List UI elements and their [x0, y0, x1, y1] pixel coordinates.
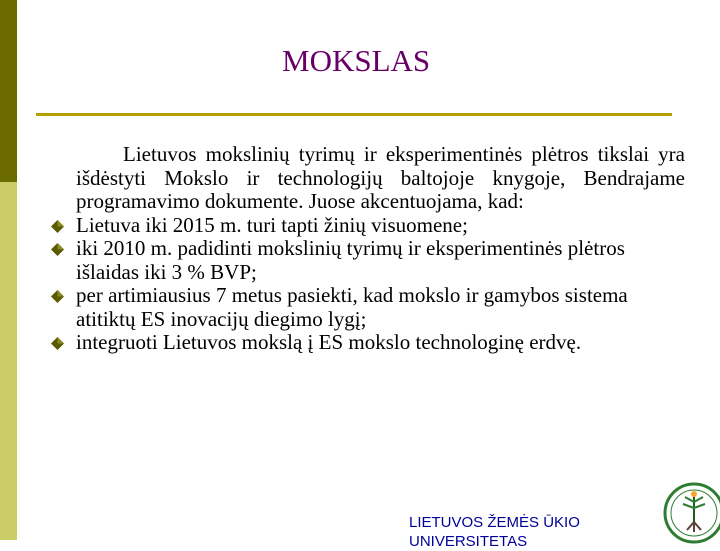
slide-body — [47, 143, 685, 355]
title-divider — [36, 113, 672, 116]
list-item — [47, 237, 685, 284]
diamond-bullet-icon — [51, 220, 64, 233]
diamond-bullet-icon — [51, 290, 64, 303]
bullet-text: iki 2010 m. padidinti mokslinių tyrimų ir eksperimentinės plėtros išlaidas iki 3 % BVP; — [76, 236, 625, 284]
university-name: LIETUVOS ŽEMĖS ŪKIO UNIVERSITETAS — [409, 514, 580, 550]
list-item — [47, 214, 685, 238]
sidebar-accent-dark — [0, 0, 17, 182]
diamond-bullet-icon — [51, 243, 64, 256]
bullet-text: Lietuva iki 2015 m. turi tapti žinių visuomene; — [76, 212, 468, 237]
intro-paragraph: Lietuvos mokslinių tyrimų ir eksperimentinės plėtros tikslai yra išdėstyti Mokslo ir technologijų baltojoje knygoje, Bendrajame programavimo dokumente. Juose akcentuojama, kad: — [76, 142, 685, 213]
slide-title: MOKSLAS — [282, 43, 431, 78]
sidebar-accent-light — [0, 182, 17, 540]
bullet-list — [47, 214, 685, 355]
bullet-text: per artimiausius 7 metus pasiekti, kad mokslo ir gamybos sistema atitiktų ES inovacijų diegimo lygį; — [76, 283, 628, 331]
university-logo-icon — [663, 482, 720, 544]
list-item — [47, 331, 685, 355]
bullet-text: integruoti Lietuvos mokslą į ES mokslo technologinę erdvę. — [76, 330, 582, 354]
list-item — [47, 284, 685, 331]
diamond-bullet-icon — [51, 337, 64, 350]
